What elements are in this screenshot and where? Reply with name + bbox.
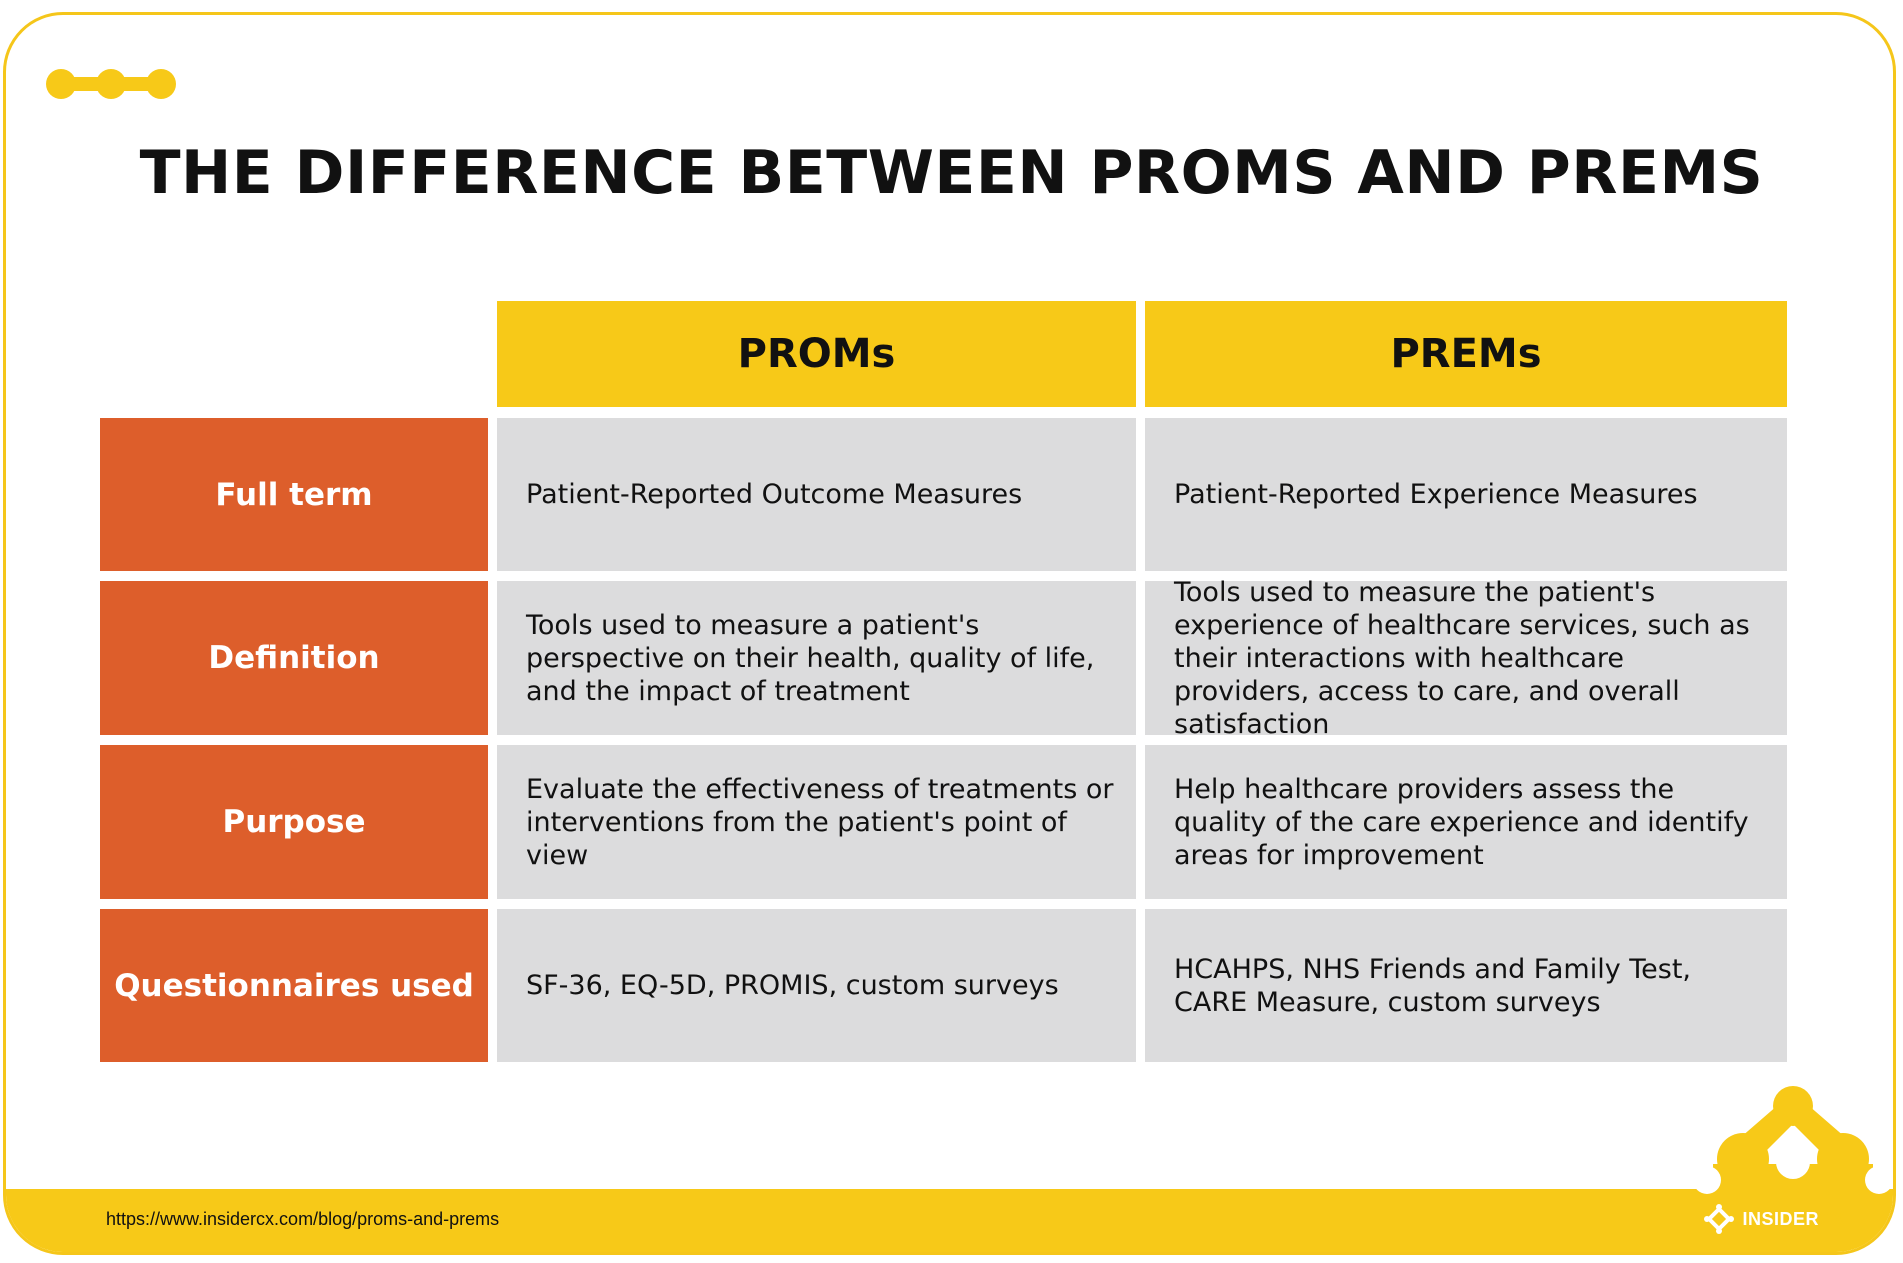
insidercx-logo	[1704, 1204, 1845, 1234]
network-decoration-icon	[1693, 1084, 1893, 1194]
table-cell: Evaluate the effectiveness of treatments or interventions from the patient's point of view	[497, 745, 1136, 899]
page-title: THE DIFFERENCE BETWEEN PROMS AND PREMS	[139, 138, 1764, 208]
table-cell: SF-36, EQ-5D, PROMIS, custom surveys	[497, 909, 1136, 1062]
table-cell: Tools used to measure the patient's experience of healthcare services, such as their interactions with healthcare providers, access to care, and overall satisfaction	[1145, 581, 1787, 735]
three-dots-icon	[46, 67, 176, 101]
table-cell: Patient-Reported Outcome Measures	[497, 418, 1136, 571]
table-cell: HCAHPS, NHS Friends and Family Test, CARE Measure, custom surveys	[1145, 909, 1787, 1062]
source-url[interactable]: https://www.insidercx.com/blog/proms-and-prems	[106, 1209, 500, 1229]
row-label-definition: Definition	[100, 581, 488, 735]
logo-text-accent: CX	[1818, 1208, 1845, 1229]
insidercx-logo-icon	[1704, 1204, 1734, 1234]
table-cell: Help healthcare providers assess the quality of the care experience and identify areas for improvement	[1145, 745, 1787, 899]
column-header-prems: PREMs	[1145, 301, 1787, 407]
logo-text-main: INSIDER	[1742, 1208, 1819, 1229]
row-label-purpose: Purpose	[100, 745, 488, 899]
column-header-proms: PROMs	[497, 301, 1136, 407]
table-cell: Tools used to measure a patient's perspective on their health, quality of life, and the impact of treatment	[497, 581, 1136, 735]
row-label-full-term: Full term	[100, 418, 488, 571]
row-label-questionnaires-used: Questionnaires used	[100, 909, 488, 1062]
table-cell: Patient-Reported Experience Measures	[1145, 418, 1787, 571]
